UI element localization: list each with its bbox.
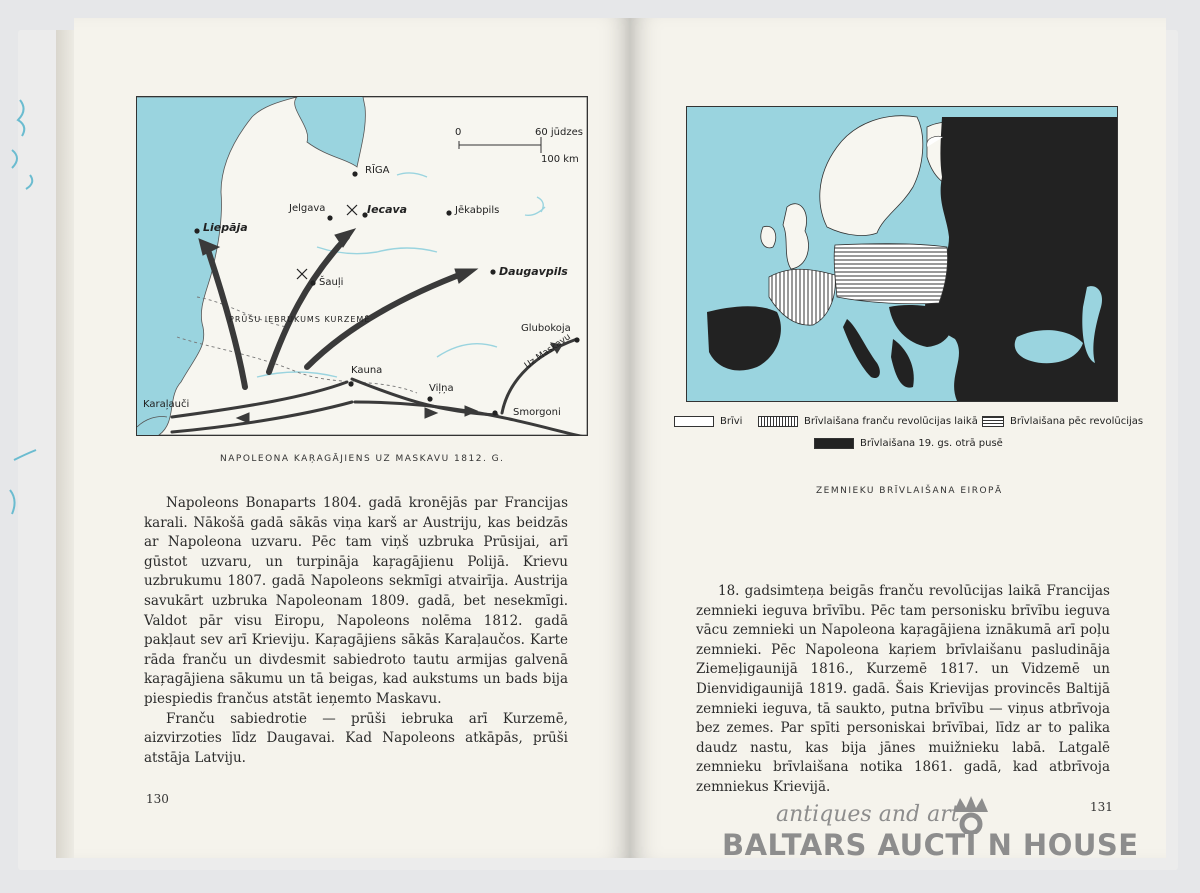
place-prussian-invasion: PRŪŠU IEBRUKUMS KURZEMĒ [229, 315, 371, 324]
legend-after-swatch [982, 416, 1004, 427]
place-sauli: Šauļi [319, 277, 344, 288]
page-number-right: 131 [1090, 800, 1113, 814]
watermark-tagline: antiques and art [776, 802, 960, 827]
legend-after-label: Brīvlaišana pēc revolūcijas [1010, 416, 1144, 427]
left-body-text [144, 494, 568, 768]
place-daugavpils: Daugavpils [499, 265, 568, 278]
scale-zero: 0 [455, 127, 462, 138]
right-body-text [696, 582, 1110, 798]
place-jekabpils: Jēkabpils [455, 205, 500, 216]
place-iecava: Iecava [367, 203, 408, 216]
place-karalauci: Karaļauči [143, 399, 190, 410]
place-kauna: Kauna [351, 365, 383, 376]
right-paragraph: 18. gadsimteņa beigās franču revolūcijas laikā Francijas zemnieki ieguva brīvību. Pēc tam personisku brīvību ieguva vācu zemnieki un Napoleona kaŗagājiena iznākumā arī poļu zemnieki. Pēc Napoleona kaŗiem brīvlaišanu pasludināja Ziemeļigaunijā 1816., Kurzemē 1817. un Vidzemē un Dienvidigaunijā 1819. gadā. Šais Krievijas provincēs Baltijā zemnieki ieguva, tā saukto, putna brīvību — viņus atbrīvoja bez zemes. Par spīti personiskai brīvībai, līdz ar to palika daudz nastu, kas bija jānes muižnieku labā. Latgalē zemnieku brīvlaišana notika 1861. gadā, kad atbrīvoja zemniekus Krievijā. [696, 583, 1110, 795]
legend-free [674, 416, 742, 427]
place-smorgoni: Smorgoni [513, 407, 561, 418]
route-to-moscow: Uz Maskavu [523, 332, 573, 372]
right-page [630, 18, 1166, 858]
place-jelgava: Jelgava [289, 203, 326, 214]
left-map-caption: NAPOLEONA KAŖAGĀJIENS UZ MASKAVU 1812. G. [220, 454, 505, 464]
right-map-caption: ZEMNIEKU BRĪVLAIŠANA EIROPĀ [816, 486, 1003, 496]
auction-house-watermark [722, 800, 1139, 870]
background-scribble [0, 80, 60, 540]
place-riga: RĪGA [365, 165, 390, 176]
scale-miles: 60 jūdzes [535, 127, 583, 138]
legend-french-revolution [758, 416, 978, 427]
legend-19-swatch [814, 438, 854, 449]
legend-after-revolution [982, 416, 1143, 427]
book-page-edges [56, 30, 76, 858]
page-number-left: 130 [146, 792, 169, 806]
place-vilna: Viļņa [429, 383, 454, 394]
left-page [74, 18, 630, 858]
place-liepaja: Liepāja [203, 221, 248, 234]
watermark-name: BALTARS AUCTI N HOUSE [722, 828, 1139, 862]
left-paragraph-2: Franču sabiedrotie — prūši iebruka arī Kurzemē, aizvirzoties līdz Daugavai. Kad Napoleons atkāpās, prūši atstāja Latviju. [144, 710, 568, 766]
legend-french-swatch [758, 416, 798, 427]
place-glubokoja: Glubokoja [521, 323, 571, 334]
serf-emancipation-map [686, 106, 1118, 402]
legend-19-label: Brīvlaišana 19. gs. otrā pusē [860, 438, 1003, 449]
left-paragraph-1: Napoleons Bonaparts 1804. gadā kronējās par Francijas karali. Nākošā gadā sākās viņa karš ar Austriju, kas beidzās ar Napoleona uzvaru. Pēc tam viņš uzbruka Prūsijai, arī gūstot uzvaru, un turpināja kaŗagājienu Polijā. Krievu uzbrukumu 1807. gadā Napoleons sekmīgi atvairīja. Austrija savukārt uzbruka Napoleonam 1809. gadā, bet nesekmīgi. Valdot pār visu Eiropu, Napoleons nolēma 1812. gadā pakļaut sev arī Krieviju. Kaŗagājiens sākās Karaļaučos. Karte rāda franču un divdesmit sabiedroto tautu armijas galvenā kaŗagājiena sākumu un tā beigas, kad aukstums un bads bija piespiedis frančus atstāt ieņemto Maskavu. [144, 495, 568, 707]
legend-19th-century [814, 438, 1003, 449]
legend-free-swatch [674, 416, 714, 427]
legend-free-label: Brīvi [720, 416, 743, 427]
napoleon-campaign-map [136, 96, 588, 436]
legend-french-label: Brīvlaišana franču revolūcijas laikā [804, 416, 978, 427]
scale-km: 100 km [541, 154, 579, 165]
europe-map-drawing [687, 107, 1117, 401]
